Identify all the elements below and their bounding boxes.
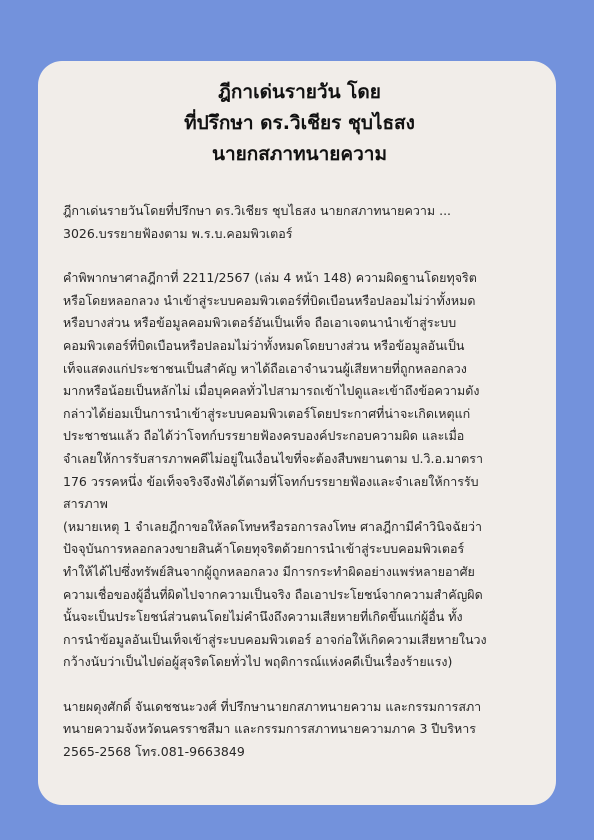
- judgment-paragraph: [63, 267, 536, 516]
- document-card: [38, 61, 556, 805]
- judgment-line: คอมพิวเตอร์ที่บิดเบือนหรือปลอมไม่ว่าทั้งหมดโดยบางส่วน หรือข้อมูลอันเป็น: [63, 337, 465, 353]
- judgment-line: หรือโดยหลอกลวง นำเข้าสู่ระบบคอมพิวเตอร์ที่บิดเบือนหรือปลอมไม่ว่าทั้งหมด: [63, 292, 476, 308]
- author-line: 2565-2568 โทร.081-9663849: [63, 744, 245, 760]
- paragraph-gap: [63, 674, 536, 696]
- author-line: นายผดุงศักดิ์ จันเดชชนะวงศ์ ที่ปรึกษานายกสภาทนายความ และกรรมการสภา: [63, 698, 482, 714]
- intro-line: ฎีกาเด่นรายวันโดยที่ปรึกษา ดร.วิเชียร ชุบไธสง นายกสภาทนายความ ...: [63, 203, 452, 218]
- judgment-line: หรือบางส่วน หรือข้อมูลคอมพิวเตอร์อันเป็นเท็จ ถือเอาเจตนานำเข้าสู่ระบบ: [63, 315, 457, 331]
- judgment-line: สารภาพ: [63, 496, 108, 512]
- title-line-1: ฎีกาเด่นรายวัน โดย: [218, 81, 381, 103]
- judgment-line: มากหรือน้อยเป็นหลักไม่ เมื่อบุคคลทั่วไปสามารถเข้าไปดูและเข้าถึงข้อความดัง: [63, 383, 480, 399]
- judgment-line: ประชาชนแล้ว ถือได้ว่าโจทก์บรรยายฟ้องครบองค์ประกอบความผิด และเมื่อ: [63, 428, 465, 444]
- author-line: ทนายความจังหวัดนครราชสีมา และกรรมการสภาทนายความภาค 3 ปีบริหาร: [63, 721, 476, 737]
- note-paragraph: [63, 516, 536, 674]
- note-line: ทำให้ได้ไปซึ่งทรัพย์สินจากผู้ถูกหลอกลวง มีการกระทำผิดอย่างแพร่หลายอาศัย: [63, 563, 475, 579]
- title-line-3: นายกสภาทนายความ: [212, 143, 387, 165]
- title-line-2: ที่ปรึกษา ดร.วิเชียร ชุบไธสง: [184, 112, 415, 134]
- note-line: กว้างนับว่าเป็นไปต่อผู้สุจริตโดยทั่วไป พฤติการณ์แห่งคดีเป็นเรื่องร้ายแรง): [63, 654, 453, 670]
- note-line: นั้นจะเป็นประโยชน์ส่วนตนโดยไม่คำนึงถึงความเสียหายที่เกิดขึ้นแก่ผู้อื่น ทั้ง: [63, 609, 463, 625]
- judgment-line: 176 วรรคหนึ่ง ข้อเท็จจริงจึงฟังได้ตามที่โจทก์บรรยายฟ้องและจำเลยให้การรับ: [63, 473, 479, 489]
- judgment-line: กล่าวได้ย่อมเป็นการนำเข้าสู่ระบบคอมพิวเตอร์โดยประกาศที่น่าจะเกิดเหตุแก่: [63, 405, 471, 421]
- note-line: การนำข้อมูลอันเป็นเท็จเข้าสู่ระบบคอมพิวเตอร์ อาจก่อให้เกิดความเสียหายในวง: [63, 631, 487, 647]
- document-title: [63, 61, 536, 170]
- judgment-line: จำเลยให้การรับสารภาพคดีไม่อยู่ในเงื่อนไขที่จะต้องสืบพยานตาม ป.วิ.อ.มาตรา: [63, 450, 484, 466]
- judgment-line: เท็จแสดงแก่ประชาชนเป็นสำคัญ หาได้ถือเอาจำนวนผู้เสียหายที่ถูกหลอกลวง: [63, 360, 467, 376]
- note-line: ความเชื่อของผู้อื่นที่ผิดไปจากความเป็นจริง ถือเอาประโยชน์จากความสำคัญผิด: [63, 586, 483, 602]
- author-paragraph: [63, 696, 536, 764]
- judgment-line: คำพิพากษาศาลฎีกาที่ 2211/2567 (เล่ม 4 หน้า 148) ความผิดฐานโดยทุจริต: [63, 270, 477, 286]
- intro-paragraph: [63, 200, 536, 245]
- paragraph-gap: [63, 245, 536, 267]
- document-body: [63, 200, 536, 764]
- note-line: ปัจจุบันการหลอกลวงขายสินค้าโดยทุจริตด้วยการนำเข้าสู่ระบบคอมพิวเตอร์: [63, 541, 465, 557]
- intro-line: 3026.บรรยายฟ้องตาม พ.ร.บ.คอมพิวเตอร์: [63, 225, 293, 241]
- note-line: (หมายเหตุ 1 จำเลยฎีกาขอให้ลดโทษหรือรอการลงโทษ ศาลฎีกามีคำวินิจฉัยว่า: [63, 518, 483, 534]
